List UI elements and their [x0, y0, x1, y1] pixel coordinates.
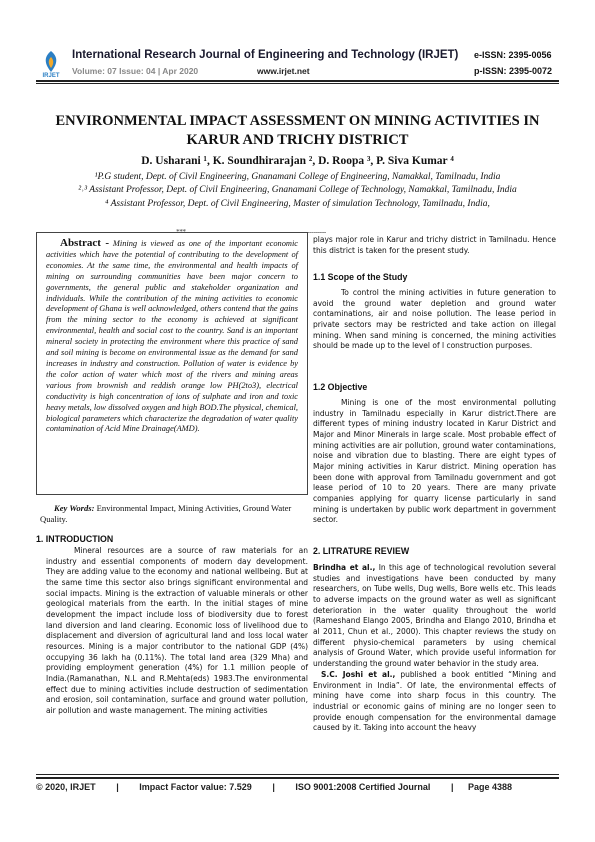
objective-heading: 1.2 Objective	[313, 382, 368, 392]
footer-sep-3: |	[450, 782, 454, 792]
footer-sep-1: |	[116, 782, 119, 792]
review-paragraph-1	[313, 563, 556, 670]
intro-heading: 1. INTRODUCTION	[36, 534, 114, 544]
paper-title: ENVIRONMENTAL IMPACT ASSESSMENT ON MINING ACTIVITIES IN KARUR AND TRICHY DISTRICT	[55, 113, 540, 148]
review-heading: 2. LITRATURE REVIEW	[313, 546, 410, 556]
footer-copyright: © 2020, IRJET	[36, 782, 96, 792]
abstract-text: Mining is viewed as one of the important economic activities which have the potential of contributing to the development of economies. At the same time, the environmental and health impacts of mining on surrounding communities have been major concern to governments, the general public and stakeholder organization and individuals. While the contribution of the mining activities to economic development of Ghana is well acknowledged, others contend that the gains from the mining sector to the economy is achieved at significant environmental, health and social cost to the country. Sand is an important mineral society in protecting the environment where this practice of sand and soil mining is become on environmental issue as the demand for sand increases in industry and construction. Pollution of water is evidence by the color action of water which most of the rivers and mining areas various from brownish and reddish orange low PH(2to3), electrical conductivity is high concentration of ions of sulphate and iron and toxic heavy metals, low dissolved oxygen and high BOD.The physical, chemical, biological parameters which characterize the degradation of water quality contamination of Acid Mine Drainage(AMD).	[46, 239, 298, 434]
footer	[36, 782, 559, 792]
affiliation-2: ²˒³ Assistant Professor, Dept. of Civil Engineering, Gnanamani College of Technology, Namakkal, Tamilnadu, India	[78, 185, 517, 195]
review-author-1: Brindha et al.,	[313, 563, 376, 572]
abstract-heading: Abstract -	[60, 237, 110, 249]
review-author-2: S.C. Joshi et al.,	[321, 670, 396, 679]
journal-name: International Research Journal of Engineering and Technology (IRJET)	[72, 49, 459, 61]
review-paragraph-2	[313, 670, 556, 734]
journal-website-link[interactable]: www.irjet.net	[257, 66, 310, 76]
author-list: D. Usharani ¹, K. Soundhirarajan ², D. Roopa ³, P. Siva Kumar ⁴	[141, 155, 454, 167]
svg-text:IRJET: IRJET	[42, 73, 60, 78]
header-divider	[36, 80, 559, 82]
intro-text: Mineral resources are a source of raw materials for an industry and essential components of modern day development. They are adding value to the economy and national wellbeing. But at the same time this sector also brings significant environmental and social impacts. Mining is the extraction of valuable minerals or other geological materials from the earth. In the initial stages of mine development the impact include loss of biodiversity due to forest land diversion and land clearing. Economic loss of livelihood due to displacement and diversion of agricultural land and loss local water resources. Mining is a major contributor to the national GDP (4%) occupying 36 lakh ha (0.11%). The total land area (329 Mha) and providing employment generation (4%) for 1.1 million people of India.(Ramanathan, N.L and R.Mehta(eds) 1983.The environmental effect due to mining activities include destruction of sedimentation and erosion, soil contamination, surface and ground water pollution, air pollution and waste management. The mining activities	[46, 546, 308, 715]
review-text-1: In this age of technological revolution several studies and investigations have been conducted by many researchers, on Tube wells, Dug wells, Bore wells etc. This leads to adverse impacts on the ground water as well as significant deterioration in the water quality throughout the world (Rameshand Elango 2005, Brindha and Elango 2010, Brindha et al 2011, Chun et al., 2000). This chapter reviews the study on different physio-chemical parameters by using chemical analysis of Ground Water, which provide useful information for understanding the ground water behavior in the study area.	[313, 563, 557, 668]
affiliation-1: ¹P.G student, Dept. of Civil Engineering, Gnanamani College of Engineering, Namakkal, Tamilnadu, India	[94, 172, 501, 182]
p-issn: p-ISSN: 2395-0072	[474, 66, 553, 76]
keywords-heading: Key Words:	[54, 503, 95, 513]
footer-impact-factor: Impact Factor value: 7.529	[139, 782, 252, 792]
footer-divider	[36, 777, 559, 779]
irjet-logo	[36, 48, 66, 78]
review-text-2: published a book entitled “Mining and Environment in India”. Of late, the environmental effects of mining have come into sharp focus in this country. The industrial or economic gains of mining are no longer seen to provide enough compensation for the environmental damage caused by it. Taking into account the heavy	[313, 670, 557, 733]
affiliation-3: ⁴ Assistant Professor, Dept. of Civil Engineering, Master of simulation Technology, Tamilnadu, India,	[105, 199, 490, 209]
keywords	[40, 503, 308, 525]
header-divider-thin	[36, 83, 559, 84]
scope-text: To control the mining activities in future generation to avoid the ground water depletion and ground water contaminations, air and noise pollution. The lease period in private sectors may be restricted and take action on illegal mining. When sand mining is concerned, the mining activities should be made up to the level of l construction purposes.	[313, 288, 556, 351]
intro-continuation: plays major role in Karur and trichy district in Tamilnadu. Hence this district is taken for the present study.	[313, 235, 556, 255]
e-issn: e-ISSN: 2395-0056	[474, 50, 552, 60]
volume-issue: Volume: 07 Issue: 04 | Apr 2020	[72, 66, 199, 76]
section-separator: ---------------------------------------------------------------------***---------------------------------------------------------------------	[36, 228, 326, 236]
footer-page-number: Page 4388	[467, 782, 513, 792]
footer-iso: ISO 9001:2008 Certified Journal	[295, 782, 431, 792]
footer-sep-2: |	[272, 782, 275, 792]
footer-divider-thin	[36, 774, 559, 775]
abstract	[46, 238, 298, 435]
scope-heading: 1.1 Scope of the Study	[313, 272, 408, 282]
objective-text: Mining is one of the most environmental polluting industry in Tamilnadu especially in Karur district.There are different types of mining industry located in Karur District and Major and Minor Minerals in large scale. Most probable effect of mining activities are air pollution, ground water contaminations, noise and vibration due to blasting. There are eight types of Major mining activities in Karur district. Mining operation has been done with approval from Tamilnadu government and got lease period of 10 to 20 years. There are many private companies applying for quarry license particularly in sand mining is undertaken by public work department in government sector.	[313, 398, 556, 525]
keywords-text: Environmental Impact, Mining Activities, Ground Water Quality.	[40, 503, 292, 524]
